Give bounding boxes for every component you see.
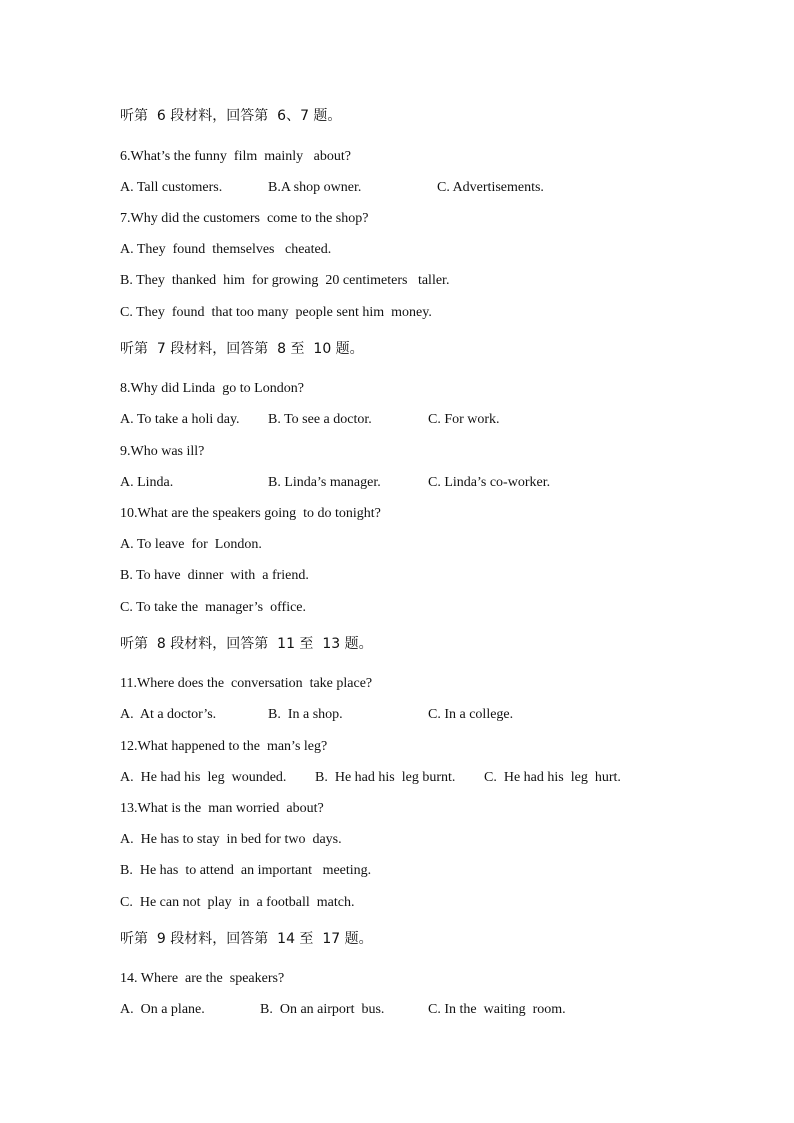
question-text: 14. Where are the speakers? bbox=[120, 971, 285, 986]
option-c: C. To take the manager’s office. bbox=[120, 600, 307, 615]
option-a: A. On a plane. bbox=[120, 1002, 205, 1017]
option-a: A. Linda. bbox=[120, 475, 174, 490]
option-c: C. He can not play in a football match. bbox=[120, 895, 355, 910]
question-text: 10.What are the speakers going to do tonight? bbox=[120, 506, 381, 521]
section-heading: 听第 9 段材料，回答第 14 至 17 题。 bbox=[120, 931, 373, 947]
section-heading: 听第 8 段材料，回答第 11 至 13 题。 bbox=[120, 636, 373, 652]
question-text: 7.Why did the customers come to the shop? bbox=[120, 211, 369, 226]
section-heading: 听第 6 段材料，回答第 6、7 题。 bbox=[120, 108, 342, 124]
option-c: C. He had his leg hurt. bbox=[484, 770, 621, 785]
option-a: A. They found themselves cheated. bbox=[120, 242, 332, 257]
option-c: C. Advertisements. bbox=[437, 180, 544, 195]
option-c: C. For work. bbox=[428, 412, 500, 427]
option-c: C. In the waiting room. bbox=[428, 1002, 566, 1017]
option-a: A. He has to stay in bed for two days. bbox=[120, 832, 342, 847]
option-c: C. They found that too many people sent him money. bbox=[120, 305, 432, 320]
option-a: A. To take a holi day. bbox=[120, 412, 240, 427]
question-text: 13.What is the man worried about? bbox=[120, 801, 324, 816]
option-b: B. In a shop. bbox=[268, 707, 343, 722]
question-text: 8.Why did Linda go to London? bbox=[120, 381, 304, 396]
option-b: B. They thanked him for growing 20 centimeters taller. bbox=[120, 273, 450, 288]
option-b: B. To have dinner with a friend. bbox=[120, 568, 309, 583]
option-b: B. To see a doctor. bbox=[268, 412, 372, 427]
question-text: 12.What happened to the man’s leg? bbox=[120, 739, 328, 754]
option-b: B. He has to attend an important meeting. bbox=[120, 863, 372, 878]
option-a: A. To leave for London. bbox=[120, 537, 262, 552]
question-text: 9.Who was ill? bbox=[120, 444, 205, 459]
option-c: C. In a college. bbox=[428, 707, 514, 722]
option-b: B. He had his leg burnt. bbox=[315, 770, 456, 785]
option-b: B. On an airport bus. bbox=[260, 1002, 385, 1017]
option-c: C. Linda’s co-worker. bbox=[428, 475, 551, 490]
section-heading: 听第 7 段材料，回答第 8 至 10 题。 bbox=[120, 341, 364, 357]
option-a: A. Tall customers. bbox=[120, 180, 223, 195]
option-b: B.A shop owner. bbox=[268, 180, 362, 195]
question-text: 6.What’s the funny film mainly about? bbox=[120, 149, 351, 164]
option-a: A. At a doctor’s. bbox=[120, 707, 217, 722]
question-text: 11.Where does the conversation take place? bbox=[120, 676, 373, 691]
option-a: A. He had his leg wounded. bbox=[120, 770, 287, 785]
option-b: B. Linda’s manager. bbox=[268, 475, 381, 490]
